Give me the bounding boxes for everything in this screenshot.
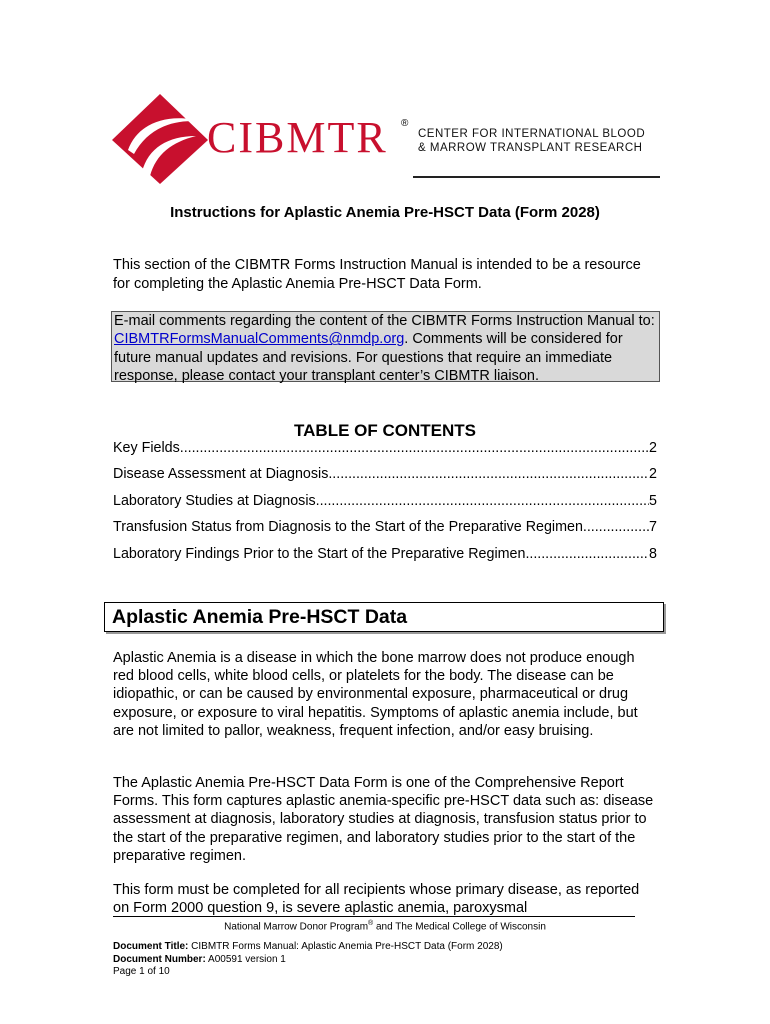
toc-leader-dots bbox=[180, 440, 649, 456]
doc-number-value: A00591 version 1 bbox=[205, 953, 286, 965]
doc-number-line bbox=[113, 954, 503, 967]
toc-leader-dots bbox=[328, 466, 649, 482]
doc-title-line bbox=[113, 941, 503, 954]
toc-entry-disease-assessment[interactable] bbox=[113, 466, 657, 492]
toc-entry-label: Transfusion Status from Diagnosis to the Start of the Preparative Regimen bbox=[113, 519, 583, 536]
footer-org-suffix: and The Medical College of Wisconsin bbox=[373, 921, 546, 933]
logo-wordmark: CIBMTR bbox=[207, 113, 388, 162]
logo-divider bbox=[413, 176, 660, 178]
toc-heading: TABLE OF CONTENTS bbox=[294, 421, 476, 440]
toc-entry-page: 2 bbox=[649, 440, 657, 456]
toc-entry-transfusion-status[interactable] bbox=[113, 519, 657, 545]
toc-entry-label: Laboratory Findings Prior to the Start of the Preparative Regimen bbox=[113, 545, 526, 562]
toc-entry-laboratory-studies[interactable] bbox=[113, 493, 657, 519]
toc-entry-page: 7 bbox=[649, 519, 657, 536]
toc-leader-dots bbox=[583, 519, 649, 535]
document-metadata bbox=[113, 941, 503, 979]
intro-paragraph: This section of the CIBMTR Forms Instruction Manual is intended to be a resource for completing the Aplastic Anemia Pre-HSCT Data Form. bbox=[113, 257, 641, 292]
toc-entry-laboratory-findings[interactable] bbox=[113, 546, 657, 572]
footer-org-name: National Marrow Donor Program bbox=[224, 921, 369, 933]
toc-entry-label: Laboratory Studies at Diagnosis bbox=[113, 492, 316, 509]
tagline-line-2: & MARROW TRANSPLANT RESEARCH bbox=[418, 142, 643, 154]
comments-email-link[interactable]: CIBMTRFormsManualComments@nmdp.org bbox=[114, 331, 405, 348]
logo-tagline bbox=[418, 127, 645, 155]
toc-entry-page: 2 bbox=[649, 466, 657, 483]
toc-entry-label: Disease Assessment at Diagnosis bbox=[113, 466, 329, 483]
section-paragraph-3: This form must be completed for all recipients whose primary disease, as reported on Form 2000 question 9, is severe aplastic anemia, paroxysmal bbox=[113, 882, 640, 917]
toc-leader-dots bbox=[316, 493, 649, 509]
section-paragraph-1: Aplastic Anemia is a disease in which the bone marrow does not produce enough red blood cells, white blood cells, or platelets for the body. The disease can be idiopathic, or can be caused by environmental exposure, pharmaceutical or drug exposure, or exposure to viral hepatitis. Symptoms of aplastic anemia include, but are not limited to pallor, weakness, frequent infection, and/or easy bruising. bbox=[113, 650, 638, 739]
toc-leader-dots bbox=[525, 546, 649, 562]
doc-title-label: Document Title: bbox=[113, 941, 189, 952]
toc-entry-page: 8 bbox=[649, 545, 657, 562]
document-title: Instructions for Aplastic Anemia Pre-HSCT Data (Form 2028) bbox=[170, 204, 600, 221]
registered-mark: ® bbox=[401, 118, 409, 129]
doc-title-value: CIBMTR Forms Manual: Aplastic Anemia Pre-HSCT Data (Form 2028) bbox=[188, 941, 503, 952]
comments-notice-box bbox=[111, 311, 660, 382]
toc-entry-key-fields[interactable] bbox=[113, 440, 657, 466]
section-heading: Aplastic Anemia Pre-HSCT Data bbox=[112, 606, 408, 628]
footer-divider bbox=[113, 916, 635, 917]
doc-number-label: Document Number: bbox=[113, 953, 206, 965]
section-paragraph-2: The Aplastic Anemia Pre-HSCT Data Form is one of the Comprehensive Report Forms. This form captures aplastic anemia-specific pre-HSCT data such as: disease assessment at diagnosis, laboratory studies at diagnosis, transfusion status prior to the start of the preparative regimen, and laboratory studies prior to the start of the preparative regimen. bbox=[113, 775, 654, 864]
footer-registered-mark: ® bbox=[368, 920, 374, 927]
table-of-contents bbox=[113, 440, 657, 572]
toc-entry-page: 5 bbox=[649, 492, 657, 509]
toc-entry-label: Key Fields bbox=[113, 440, 180, 456]
notice-text-1: E-mail comments regarding the content of the CIBMTR Forms Instruction Manual to: bbox=[114, 313, 655, 329]
tagline-line-1: CENTER FOR INTERNATIONAL BLOOD bbox=[418, 128, 646, 140]
footer-organization bbox=[0, 920, 770, 932]
notice-text-2: . Comments will be considered for future manual updates and revisions. For questions that require an immediate response, please contact your transplant center’s CIBMTR liaison. bbox=[114, 331, 623, 384]
page-number: Page 1 of 10 bbox=[113, 966, 170, 977]
